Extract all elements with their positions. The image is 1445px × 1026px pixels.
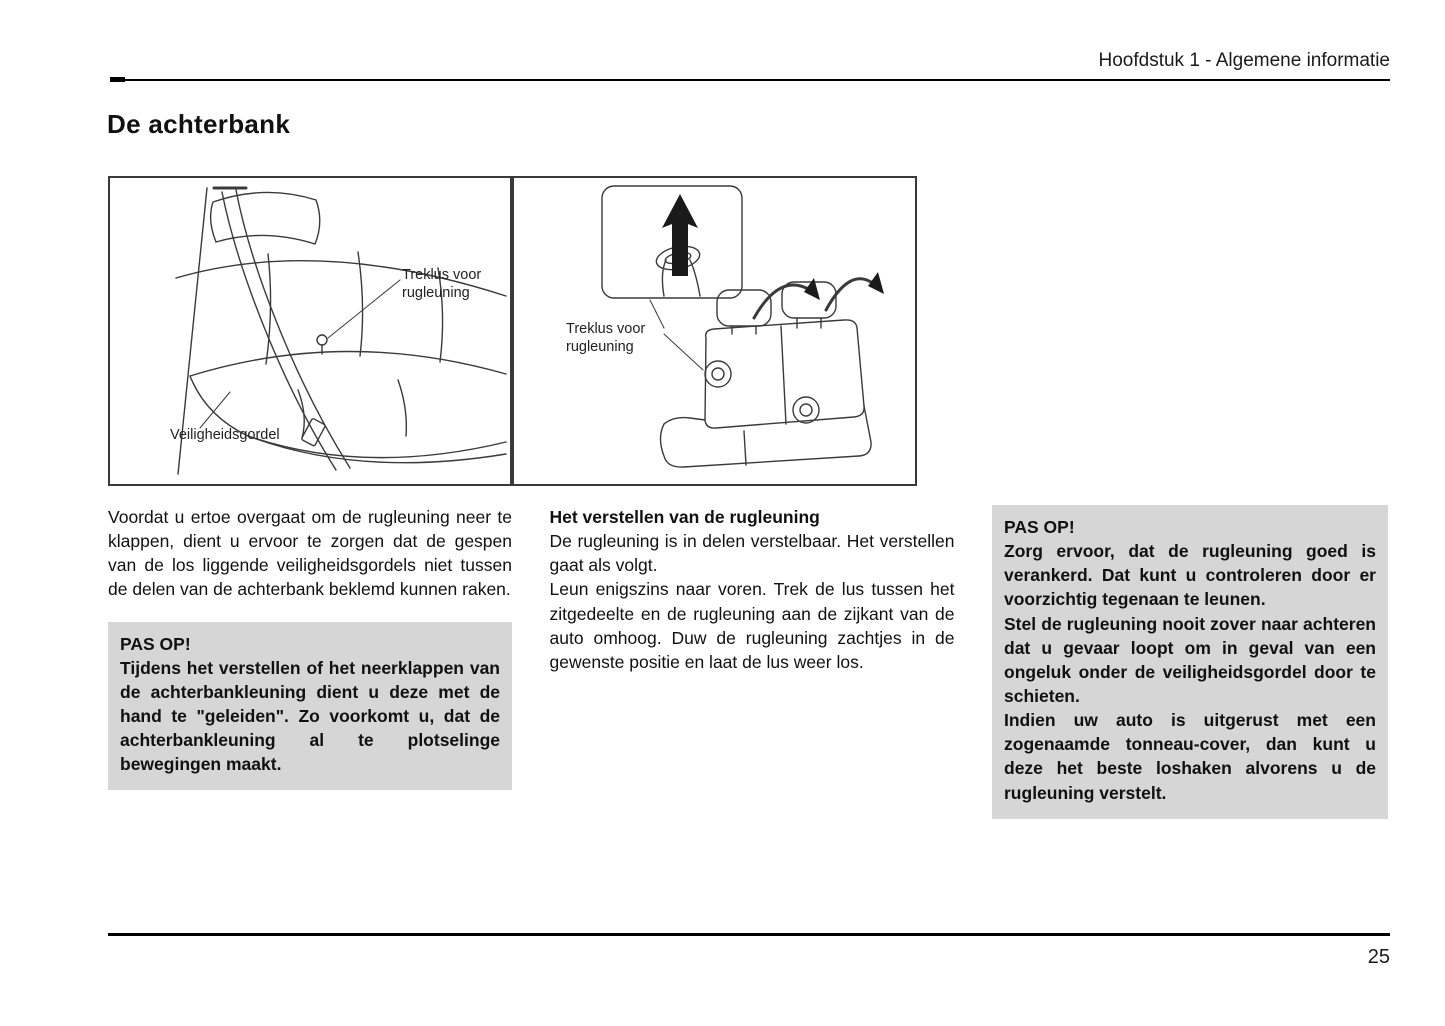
- text-columns: [108, 505, 1388, 819]
- body-paragraph: De rugleuning is in delen verstelbaar. Het verstellen gaat als volgt.: [549, 531, 955, 576]
- warning-text: Zorg ervoor, dat de rugleuning goed is verankerd. Dat kunt u controleren door er voorzichtig tegenaan te leunen.: [1004, 541, 1376, 610]
- warning-box-right: [992, 505, 1388, 819]
- warning-text: Tijdens het verstellen of het neerklappen van de achterbankleuning dient u deze met de hand te "geleiden". Zo voorkomt u, dat de achterbankleuning al te plotselinge bewegingen maakt.: [120, 657, 500, 775]
- figure-rugleuning-verstellen: [512, 176, 917, 486]
- header-rule: [117, 79, 1390, 81]
- column-right: [992, 505, 1388, 819]
- page-title: De achterbank: [107, 109, 291, 140]
- column-middle: [550, 505, 955, 819]
- page-number: 25: [1367, 946, 1390, 968]
- warning-text: Stel de rugleuning nooit zover naar achteren dat u gevaar loopt om in geval van een ongeluk onder de veiligheidsgordel door te schieten.: [1004, 613, 1376, 706]
- warning-title: PAS OP!: [120, 633, 191, 654]
- warning-title: PAS OP!: [1004, 517, 1075, 537]
- section-heading: Het verstellen van de rugleuning: [549, 507, 820, 527]
- body-paragraph: Leun enigszins naar voren. Trek de lus tussen het zitgedeelte en de rugleuning aan de zijkant van de auto omhoog. Duw de rugleuning zachtjes in de gewenste positie en laat de lus weer los.: [549, 579, 955, 672]
- fold-arrow-icon: [826, 279, 874, 310]
- warning-text: Indien uw auto is uitgerust met een zogenaamde tonneau-cover, dan kunt u deze het beste loshaken alvorens u de rugleuning verstelt.: [1004, 710, 1376, 803]
- figures-row: [108, 176, 1388, 486]
- figure-label-treklus-left: Treklus voor rugleuning: [402, 267, 482, 302]
- figure-label-veiligheidsgordel: Veiligheidsgordel: [170, 427, 280, 443]
- warning-box-left: [108, 622, 512, 791]
- intro-paragraph: Voordat u ertoe overgaat om de rugleuning neer te klappen, dient u ervoor te zorgen dat de gespen van de los liggende veiligheidsgordels niet tussen de delen van de achterbank beklemd kunnen raken.: [108, 507, 512, 600]
- chapter-header: Hoofdstuk 1 - Algemene informatie: [1098, 50, 1390, 71]
- figure-label-treklus-right: Treklus voor rugleuning: [566, 321, 646, 356]
- figure-seatbelt: [108, 176, 512, 486]
- column-left: [108, 505, 512, 819]
- footer-rule: [108, 933, 1390, 936]
